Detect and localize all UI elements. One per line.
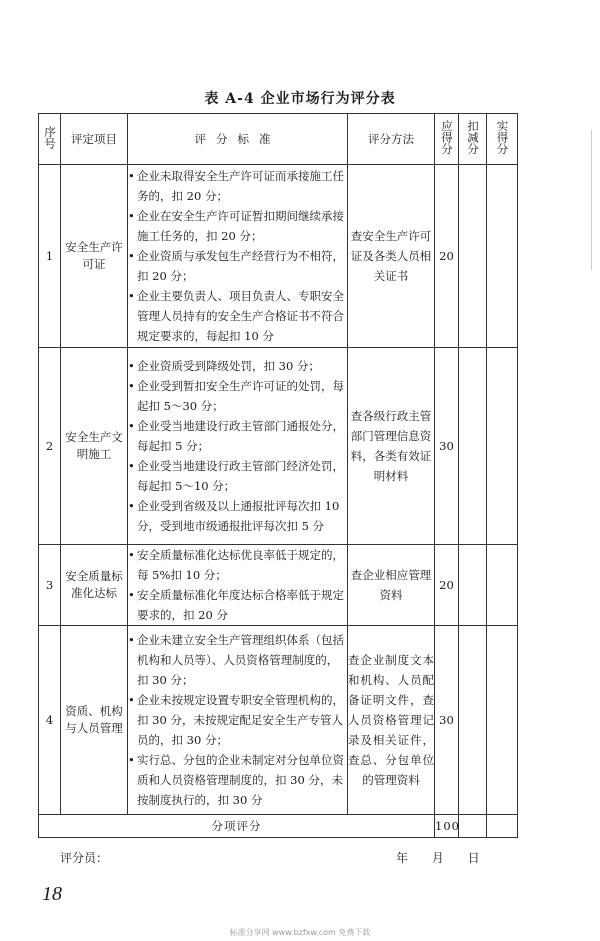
row-actual-cell xyxy=(487,626,518,815)
header-actual: 实得分 xyxy=(487,114,518,165)
row-score: 20 xyxy=(435,165,459,348)
table-row xyxy=(39,626,518,815)
row-method: 查各级行政主管部门管理信息资料，各类有效证明材料 xyxy=(348,348,435,545)
standard-item: • 企业主要负责人、项目负责人、专职安全管理人员持有的安全生产合格证书不符合规定要求的，每起扣 10 分 xyxy=(128,286,347,346)
row-method: 查安全生产许可证及各类人员相关证书 xyxy=(348,165,435,348)
page-number: 18 xyxy=(42,883,62,905)
rater-label: 评分员： xyxy=(60,851,109,865)
standard-item: • 企业受到省级及以上通报批评每次扣 10 分，受到地市级通报批评每次扣 5 分 xyxy=(128,496,347,536)
row-standards xyxy=(128,165,348,348)
row-standards xyxy=(128,545,348,626)
row-method: 查企业相应管理资料 xyxy=(348,545,435,626)
header-standard: 评分标准 xyxy=(128,114,348,165)
table-title: 表 A-4 企业市场行为评分表 xyxy=(204,91,396,107)
standard-item: • 企业资质与承发包生产经营行为不相符，扣 20 分； xyxy=(128,246,347,286)
standard-item: • 企业受当地建设行政主管部门经济处罚，每起扣 5～10 分； xyxy=(128,456,347,496)
row-item: 安全生产文明施工 xyxy=(61,348,128,545)
scan-edge-line xyxy=(591,130,592,270)
row-standards xyxy=(128,626,348,815)
header-item: 评定项目 xyxy=(61,114,128,165)
standard-item: • 企业受到暂扣安全生产许可证的处罚，每起扣 5～30 分； xyxy=(128,376,347,416)
total-score: 100 xyxy=(435,815,459,838)
standard-item: • 企业资质受到降级处罚，扣 30 分； xyxy=(128,356,347,376)
header-deduct: 扣减分 xyxy=(459,114,487,165)
row-score: 30 xyxy=(435,348,459,545)
row-actual-cell xyxy=(487,348,518,545)
header-method: 评分方法 xyxy=(348,114,435,165)
row-number: 2 xyxy=(39,348,61,545)
row-deduct-cell xyxy=(459,626,487,815)
standard-item: • 安全质量标准化年度达标合格率低于规定要求的，扣 20 分 xyxy=(128,585,347,625)
row-score: 30 xyxy=(435,626,459,815)
row-number: 3 xyxy=(39,545,61,626)
total-label: 分项评分 xyxy=(39,815,435,838)
row-number: 1 xyxy=(39,165,61,348)
row-deduct-cell xyxy=(459,348,487,545)
table-row xyxy=(39,348,518,545)
row-actual-cell xyxy=(487,545,518,626)
date-label: 年 月 日 xyxy=(396,851,480,865)
standard-item: • 企业未按规定设置专职安全管理机构的，扣 30 分，未按规定配足安全生产专管人员的，扣 30 分； xyxy=(128,690,347,750)
total-actual-cell xyxy=(487,815,518,838)
row-deduct-cell xyxy=(459,545,487,626)
row-deduct-cell xyxy=(459,165,487,348)
standard-item: • 企业未建立安全生产管理组织体系（包括机构和人员等）、人员资格管理制度的，扣 30 分； xyxy=(128,630,347,690)
row-item: 资质、机构与人员管理 xyxy=(61,626,128,815)
row-score: 20 xyxy=(435,545,459,626)
standard-item: • 企业在安全生产许可证暂扣期间继续承接施工任务的，扣 20 分； xyxy=(128,206,347,246)
row-number: 4 xyxy=(39,626,61,815)
standard-item: • 企业未取得安全生产许可证而承接施工任务的，扣 20 分； xyxy=(128,166,347,206)
standard-item: • 实行总、分包的企业未制定对分包单位资质和人员资格管理制度的，扣 30 分，未按制度执行的，扣 30 分 xyxy=(128,750,347,810)
total-deduct-cell xyxy=(459,815,487,838)
header-no: 序号 xyxy=(39,114,61,165)
standard-item: • 安全质量标准化达标优良率低于规定的，每 5%扣 10 分； xyxy=(128,545,347,585)
row-actual-cell xyxy=(487,165,518,348)
scoring-table xyxy=(38,113,518,838)
row-standards xyxy=(128,348,348,545)
table-row xyxy=(39,165,518,348)
total-row xyxy=(39,815,518,838)
row-method: 查企业制度文本和机构、人员配备证明文件，查人员资格管理记录及相关证件，查总、分包单位的管理资料 xyxy=(348,626,435,815)
table-row xyxy=(39,545,518,626)
row-item: 安全质量标准化达标 xyxy=(61,545,128,626)
watermark: 标准分享网 www.bzfxw.com 免费下载 xyxy=(229,928,371,937)
table-header-row xyxy=(39,114,518,165)
row-item: 安全生产许可证 xyxy=(61,165,128,348)
header-score: 应得分 xyxy=(435,114,459,165)
standard-item: • 企业受当地建设行政主管部门通报处分，每起扣 5 分； xyxy=(128,416,347,456)
